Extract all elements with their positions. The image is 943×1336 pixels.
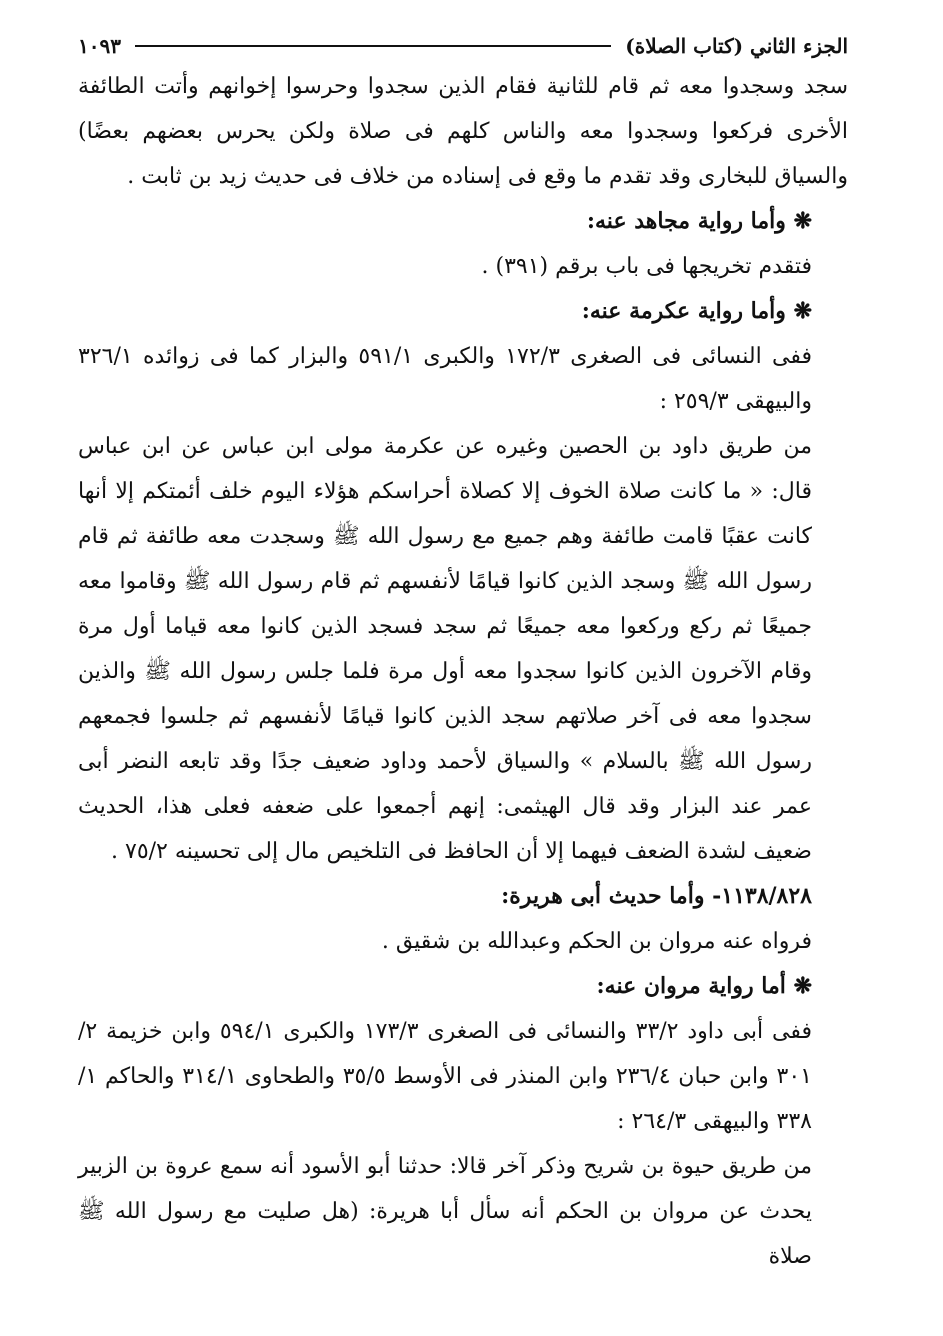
paragraph-marwan-sources: ففى أبى داود ٣٣/٢ والنسائى فى الصغرى ١٧٣/٣ والكبرى ٥٩٤/١ وابن خزيمة ٢/ ٣٠١ وابن حبان ٢٣٦/٤ وابن المنذر فى الأوسط ٣٥/٥ والطحاوى ٣١٤/١ والحاكم ١/ ٣٣٨ والبيهقى ٢٦٤/٣ :: [78, 1019, 812, 1134]
header-rule: [135, 45, 611, 47]
section-heading-mujahid: [78, 199, 848, 244]
bullet-icon: ❋: [793, 298, 812, 324]
bullet-icon: ❋: [793, 208, 812, 234]
paragraph-ikrima-sources: ففى النسائى فى الصغرى ١٧٢/٣ والكبرى ٥٩١/١ والبزار كما فى زوائده ٣٢٦/١ والبيهقى ٢٥٩/٣ :: [78, 344, 812, 414]
section-heading-marwan: [78, 964, 848, 1009]
paragraph-marwan-text: من طريق حيوة بن شريح وذكر آخر قالا: حدثنا أبو الأسود أنه سمع عروة بن الزبير يحدث عن مروان بن الحكم أنه سأل أبا هريرة: (هل صليت مع رسول الله ﷺ صلاة: [78, 1154, 812, 1269]
section-heading-abu-huraira: ١١٣٨/٨٢٨- وأما حديث أبى هريرة:: [501, 883, 812, 909]
paragraph-continuation: سجد وسجدوا معه ثم قام للثانية فقام الذين سجدوا وحرسوا إخوانهم وأتت الطائفة الأخرى فركعوا وسجدوا معه والناس كلهم فى صلاة ولكن يحرس بعضهم بعضًا) والسياق للبخارى وقد تقدم ما وقع فى إسناده من خلاف فى حديث زيد بن ثابت .: [78, 74, 848, 189]
page-number: ١٠٩٣: [78, 34, 121, 58]
document-page: [78, 28, 848, 1279]
section-heading-ikrima: [78, 289, 848, 334]
paragraph-ikrima-text: من طريق داود بن الحصين وغيره عن عكرمة مولى ابن عباس عن ابن عباس قال: « ما كانت صلاة الخوف إلا كصلاة أحراسكم هؤلاء اليوم خلف أئمتكم إلا أنها كانت عقبًا قامت طائفة وهم جميع مع رسول الله ﷺ وسجدت معه طائفة ثم قام رسول الله ﷺ وسجد الذين كانوا قيامًا لأنفسهم ثم قام رسول الله ﷺ وقاموا معه جميعًا ثم ركع وركعوا معه جميعًا ثم سجد فسجد الذين كانوا معه قياما أول مرة وقام الآخرون الذين كانوا سجدوا معه أول مرة فلما جلس رسول الله ﷺ والذين سجدوا معه فى آخر صلاتهم سجد الذين كانوا قيامًا لأنفسهم ثم جلسوا فجمعهم رسول الله ﷺ بالسلام » والسياق لأحمد وداود ضعيف جدًا وقد تابعه النضر أبى عمر عند البزار وقد قال الهيثمى: إنهم أجمعوا على ضعفه فعلى هذا، الحديث ضعيف لشدة الضعف فيهما إلا أن الحافظ فى التلخيص مال إلى تحسينه ٧٥/٢ .: [78, 434, 812, 864]
heading-text: وأما رواية مجاهد عنه:: [586, 208, 786, 234]
bullet-icon: ❋: [793, 973, 812, 999]
paragraph-abu-huraira: فرواه عنه مروان بن الحكم وعبدالله بن شقيق .: [381, 929, 812, 954]
running-header: [78, 28, 848, 64]
heading-text: أما رواية مروان عنه:: [596, 973, 786, 999]
heading-text: وأما رواية عكرمة عنه:: [581, 298, 786, 324]
paragraph-mujahid: فتقدم تخريجها فى باب برقم (٣٩١) .: [481, 254, 812, 279]
header-title: الجزء الثاني (كتاب الصلاة): [625, 34, 848, 58]
